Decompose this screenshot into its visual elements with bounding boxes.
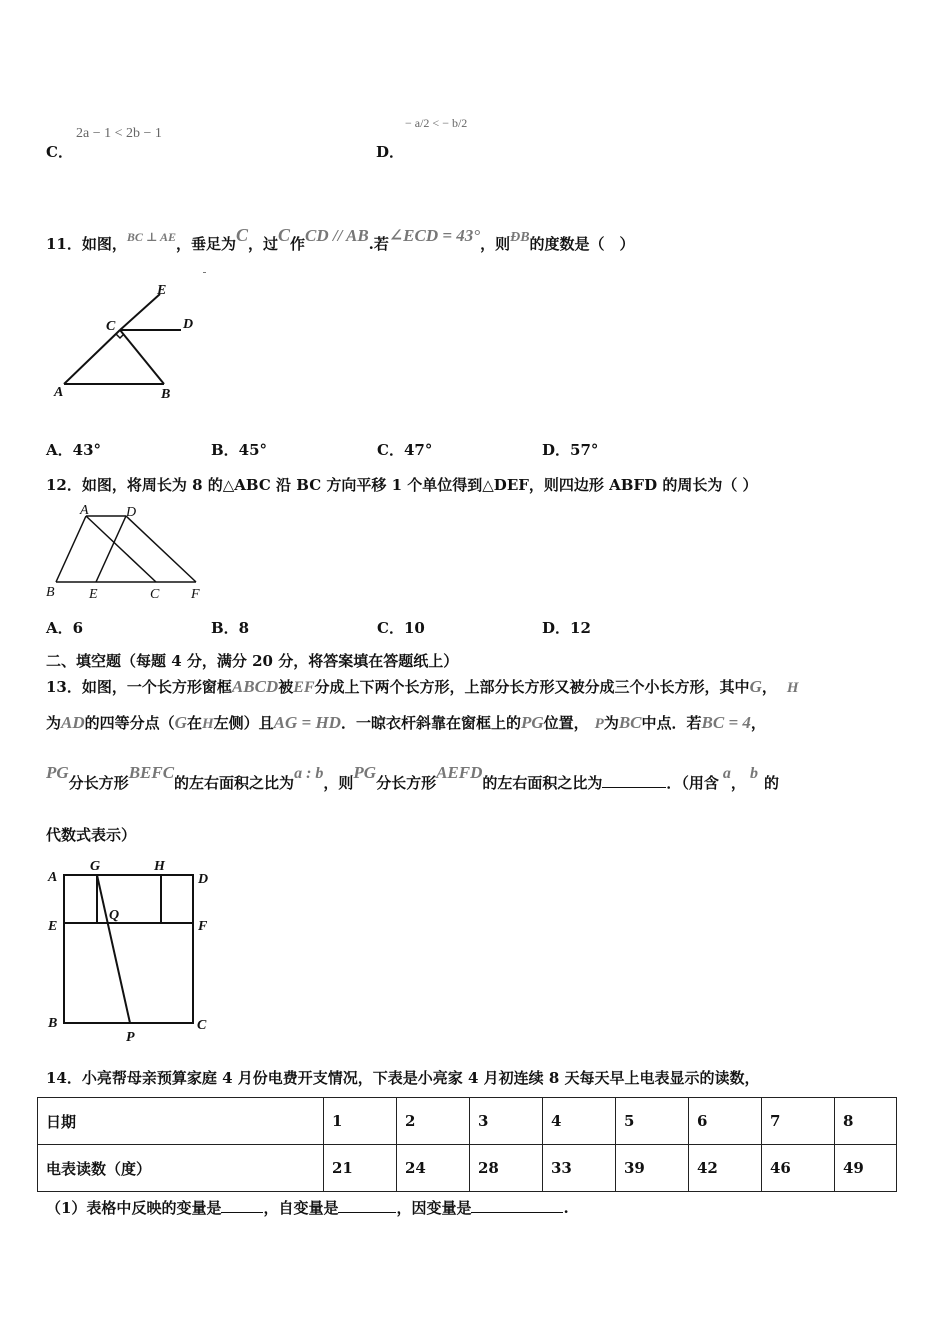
q13-math-abcd: ABCD <box>231 677 279 696</box>
label-c: C <box>150 587 160 602</box>
table-cell: 8 <box>835 1098 897 1145</box>
stray-mark <box>203 272 206 273</box>
label-f: F <box>191 587 200 602</box>
segment-cb <box>120 330 164 384</box>
q11-option-b: B．45° <box>211 441 268 459</box>
q14-text: . <box>563 1199 569 1217</box>
q13-math-bc: BC <box>618 713 642 732</box>
q13-math-p: P <box>594 716 604 732</box>
q13-answer-blank[interactable] <box>602 787 666 788</box>
q13-line-3 <box>46 763 779 793</box>
q13-text: 分成上下两个长方形，上部分长方形又被分成三个小长方形，其中 <box>314 678 750 696</box>
q13-math-bc-4: BC = 4 <box>701 713 751 732</box>
table-cell: 33 <box>543 1145 616 1192</box>
q11-text: 的度数是（ ） <box>529 235 635 253</box>
label-c: C <box>106 319 116 334</box>
q13-text: 13．如图，一个长方形窗框 <box>46 678 232 696</box>
q11-math-angle: ∠ECD = 43° <box>388 226 481 245</box>
q13-math-aefd: AEFD <box>436 763 483 782</box>
q11-math-parallel: CD // AB <box>305 226 369 245</box>
q13-text: 的四等分点（ <box>84 714 175 732</box>
option-d-expression: − a/2 < − b/2 <box>405 116 468 130</box>
q13-text: ．（用含 <box>666 774 719 792</box>
meter-reading-table <box>37 1097 897 1192</box>
segment-ce <box>120 294 160 330</box>
table-cell: 3 <box>470 1098 543 1145</box>
label-d: D <box>198 872 209 887</box>
q14-question: 14．小亮帮母亲预算家庭 4 月份电费开支情况，下表是小亮家 4 月初连续 8 天每天早上电表显示的读数， <box>46 1069 760 1087</box>
answer-blank-dependent[interactable] <box>471 1212 563 1213</box>
q11-option-c: C．47° <box>377 441 433 459</box>
q13-text: 左侧）且 <box>213 714 274 732</box>
q13-math-pg: PG <box>520 713 544 732</box>
label-h: H <box>154 859 165 874</box>
segment-df <box>126 516 196 582</box>
answer-blank-variables[interactable] <box>221 1212 263 1213</box>
table-cell: 2 <box>397 1098 470 1145</box>
table-cell: 42 <box>689 1145 762 1192</box>
option-d-label: D． <box>376 143 405 161</box>
q11-option-a: A．43° <box>46 441 102 459</box>
q13-math-h: H <box>786 680 799 696</box>
option-c-label: C． <box>46 143 73 161</box>
q13-math-pg: PG <box>46 763 69 782</box>
q13-math-ad: AD <box>61 713 85 732</box>
label-b: B <box>46 585 55 600</box>
table-row <box>38 1145 897 1192</box>
q12-option-a: A．6 <box>46 619 84 637</box>
segment-ac <box>64 330 120 384</box>
q13-text: ， <box>730 774 746 792</box>
q13-text: 为 <box>603 714 619 732</box>
q13-math-b: b <box>749 765 758 782</box>
q13-text: 在 <box>186 714 202 732</box>
q13-text: ， <box>750 714 766 732</box>
label-c: C <box>197 1018 207 1033</box>
q13-math-befc: BEFC <box>128 763 175 782</box>
q13-math-ratio: a : b <box>294 765 324 782</box>
q13-text: 被 <box>278 678 294 696</box>
q13-line-4: 代数式表示） <box>46 826 137 844</box>
q13-text: 的 <box>763 774 779 792</box>
segment-ab <box>56 516 86 582</box>
q11-math-c: C <box>278 225 291 245</box>
q13-text: 分长方形 <box>376 774 437 792</box>
label-e: E <box>48 919 58 934</box>
q12-question: 12．如图，将周长为 8 的△ABC 沿 BC 方向平移 1 个单位得到△DEF，则四边形 ABFD 的周长为（ ） <box>46 476 758 494</box>
answer-blank-independent[interactable] <box>338 1212 396 1213</box>
q13-text: ， <box>761 678 777 696</box>
table-cell: 4 <box>543 1098 616 1145</box>
q11-text: .若 <box>368 235 389 253</box>
label-d: D <box>183 317 194 332</box>
q13-text: 中点．若 <box>641 714 702 732</box>
q13-figure <box>40 852 230 1048</box>
q13-text: ，则 <box>323 774 354 792</box>
q11-math-c: C <box>235 225 248 245</box>
label-q: Q <box>109 908 120 923</box>
label-f: F <box>198 919 208 934</box>
q13-math-ef: EF <box>293 679 315 696</box>
table-cell: 5 <box>616 1098 689 1145</box>
table-cell: 21 <box>324 1145 397 1192</box>
label-e: E <box>89 587 98 602</box>
q14-text: ，自变量是 <box>263 1199 339 1217</box>
q11-option-d: D．57° <box>542 441 599 459</box>
q14-text: （1）表格中反映的变量是 <box>46 1199 222 1217</box>
q11-figure <box>40 278 220 408</box>
q13-text: 的左右面积之比为 <box>482 774 603 792</box>
table-cell: 6 <box>689 1098 762 1145</box>
q13-math-g: G <box>749 677 762 696</box>
table-cell: 1 <box>324 1098 397 1145</box>
section-title: 二、填空题（每题 4 分，满分 20 分，将答案填在答题纸上） <box>46 652 459 670</box>
q14-text: ，因变量是 <box>396 1199 472 1217</box>
table-cell: 49 <box>835 1145 897 1192</box>
q12-option-d: D．12 <box>542 619 591 637</box>
q13-math-g: G <box>174 713 187 732</box>
label-g: G <box>90 859 101 874</box>
label-a: A <box>80 503 89 518</box>
q11-text: ，垂足为 <box>175 235 236 253</box>
table-header-reading: 电表读数（度） <box>38 1145 324 1192</box>
label-a: A <box>48 870 58 885</box>
q11-question <box>46 225 635 254</box>
q13-text: 的左右面积之比为 <box>174 774 295 792</box>
q13-line-1 <box>46 676 799 697</box>
label-b: B <box>161 387 171 402</box>
table-cell: 28 <box>470 1145 543 1192</box>
q13-math-h: H <box>201 716 214 732</box>
table-header-date: 日期 <box>38 1098 324 1145</box>
q12-option-b: B．8 <box>211 619 250 637</box>
q13-text: 分长方形 <box>68 774 129 792</box>
q11-math-angle-b: ÐB <box>510 230 530 245</box>
q13-math-ag-hd: AG = HD <box>273 713 341 732</box>
q13-math-a: a <box>722 765 731 782</box>
q13-line-2 <box>46 712 766 733</box>
q13-math-pg: PG <box>353 763 377 782</box>
label-a: A <box>54 385 64 400</box>
q11-text: 作 <box>290 235 306 253</box>
table-cell: 7 <box>762 1098 835 1145</box>
label-b: B <box>48 1016 58 1031</box>
table-cell: 24 <box>397 1145 470 1192</box>
label-d: D <box>126 505 137 520</box>
window-frame-abcd <box>64 875 193 1023</box>
q14-subquestion-1 <box>46 1197 569 1218</box>
q11-text: ，过 <box>248 235 279 253</box>
segment-pg <box>97 875 130 1023</box>
table-cell: 46 <box>762 1145 835 1192</box>
q13-text: 为 <box>46 714 62 732</box>
q13-text: 位置， <box>543 714 589 732</box>
label-p: P <box>126 1030 135 1045</box>
label-e: E <box>157 283 167 298</box>
q11-math-perp: BC ⊥ AE <box>126 230 176 244</box>
option-c-expression: 2a − 1 < 2b − 1 <box>76 126 162 141</box>
table-row <box>38 1098 897 1145</box>
right-angle-mark <box>116 334 124 338</box>
table-cell: 39 <box>616 1145 689 1192</box>
q13-text: ．一晾衣杆斜靠在窗框上的 <box>340 714 521 732</box>
q11-number: 11．如图， <box>46 235 127 253</box>
q11-text: ，则 <box>480 235 511 253</box>
q12-figure <box>40 502 220 604</box>
q12-option-c: C．10 <box>377 619 425 637</box>
